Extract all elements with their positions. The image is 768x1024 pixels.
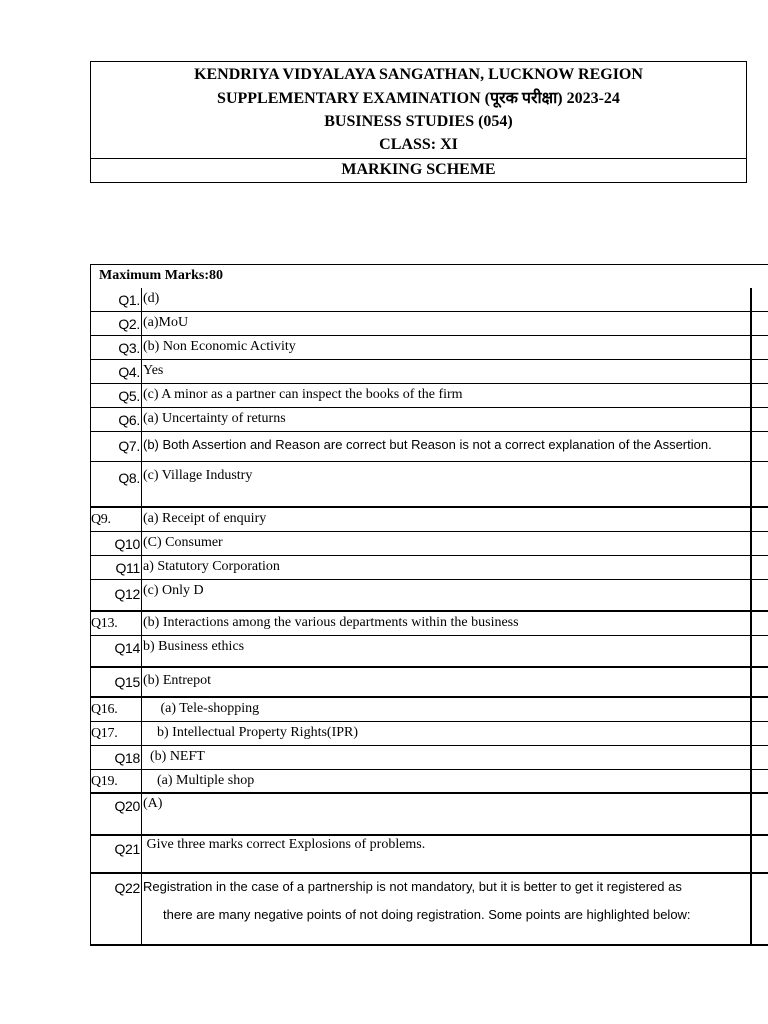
table-row: [90, 360, 768, 384]
question-number: Q22: [114, 880, 140, 896]
answer-text: (a) Uncertainty of returns: [143, 411, 286, 426]
table-row: [90, 556, 768, 580]
answer-text: Yes: [143, 363, 164, 378]
answer-text: (C) Consumer: [143, 535, 223, 550]
question-number: Q7.: [118, 438, 140, 454]
question-number: Q15: [114, 674, 140, 690]
answer-text: (a) Multiple shop: [143, 773, 255, 788]
table-row: [90, 722, 768, 746]
table-row: [90, 836, 768, 874]
question-number: Q17.: [91, 726, 118, 741]
header-exam: SUPPLEMENTARY EXAMINATION (पूरक परीक्षा) 2023-24: [217, 90, 620, 107]
answer-text: (a) Receipt of enquiry: [143, 511, 267, 526]
max-marks-row: [90, 264, 768, 288]
table-row: [90, 508, 768, 532]
table-row: [90, 580, 768, 612]
answer-text: b) Intellectual Property Rights(IPR): [143, 725, 359, 740]
question-number: Q11: [115, 560, 140, 576]
header-organisation: KENDRIYA VIDYALAYA SANGATHAN, LUCKNOW REGION: [194, 66, 643, 83]
question-number: Q16.: [91, 702, 118, 717]
answer-text: (b) Interactions among the various departments within the business: [143, 615, 519, 630]
table-row: [90, 770, 768, 794]
answer-text: (a) Tele-shopping: [143, 701, 260, 716]
table-row: [90, 698, 768, 722]
max-marks-label: Maximum Marks:80: [99, 268, 224, 283]
table-row: [90, 746, 768, 770]
marking-scheme-title: MARKING SCHEME: [341, 161, 496, 178]
table-row: [90, 384, 768, 408]
table-row: [90, 432, 768, 462]
answer-text: (b) Both Assertion and Reason are correct but Reason is not a correct explanation of the Assertion.: [143, 437, 712, 452]
question-number: Q20: [114, 798, 140, 814]
answer-text-continued: there are many negative points of not doing registration. Some points are highlighted below:: [163, 907, 691, 922]
question-number: Q18: [114, 750, 140, 766]
answer-text: (a)MoU: [143, 315, 189, 330]
header-subject: BUSINESS STUDIES (054): [324, 113, 513, 130]
answer-text: (c) Only D: [143, 583, 204, 598]
header-divider: [91, 158, 746, 159]
answer-text: Give three marks correct Explosions of problems.: [143, 837, 426, 852]
answer-text: b) Business ethics: [143, 639, 245, 654]
question-number: Q19.: [91, 774, 118, 789]
answer-text: (c) A minor as a partner can inspect the books of the firm: [143, 387, 463, 402]
answer-text: Registration in the case of a partnership is not mandatory, but it is better to get it registered as: [143, 879, 682, 894]
question-number: Q10: [114, 536, 140, 552]
question-number: Q5.: [118, 388, 140, 404]
table-row: [90, 312, 768, 336]
question-number: Q3.: [118, 340, 140, 356]
question-number: Q21: [114, 841, 140, 857]
question-number: Q14: [114, 640, 140, 656]
question-number: Q9.: [91, 512, 111, 527]
table-row: [90, 408, 768, 432]
table-row: [90, 636, 768, 668]
table-row: [90, 462, 768, 508]
question-number: Q1.: [118, 292, 140, 308]
table-row: [90, 874, 768, 946]
header-class: CLASS: XI: [379, 136, 458, 153]
table-row: [90, 336, 768, 360]
answer-text: (b) Entrepot: [143, 673, 212, 688]
question-number: Q6.: [118, 412, 140, 428]
table-row: [90, 794, 768, 836]
table-row: [90, 668, 768, 698]
header-box: [90, 61, 747, 183]
question-number: Q4.: [118, 364, 140, 380]
question-number: Q2.: [118, 316, 140, 332]
table-row: [90, 612, 768, 636]
table-row: [90, 532, 768, 556]
question-number: Q13.: [91, 616, 118, 631]
answer-text: (A): [143, 796, 163, 811]
answer-text: (b) NEFT: [143, 749, 205, 764]
answer-text: (c) Village Industry: [143, 468, 253, 483]
answer-text: (d): [143, 291, 160, 306]
question-number: Q8.: [118, 470, 140, 486]
answer-text: (b) Non Economic Activity: [143, 339, 296, 354]
answer-text: a) Statutory Corporation: [143, 559, 280, 574]
table-row: [90, 288, 768, 312]
question-number: Q12: [114, 586, 140, 602]
